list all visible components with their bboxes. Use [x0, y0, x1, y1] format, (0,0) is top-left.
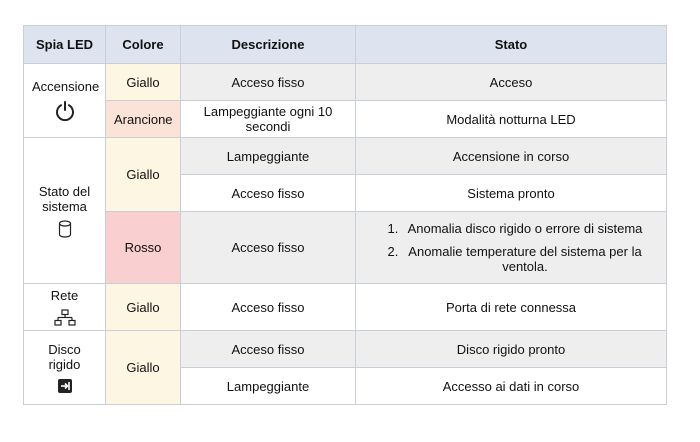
led-name-disco: Disco rigido [48, 341, 81, 372]
description-cell: Acceso fisso [181, 331, 356, 368]
status-cell: Porta di rete connessa [356, 284, 667, 331]
status-list [364, 221, 658, 274]
led-disco-cell [24, 331, 106, 405]
description-cell: Acceso fisso [181, 212, 356, 284]
status-cell: Accensione in corso [356, 138, 667, 175]
list-item: 2. Anomalie temperature del sistema per la ventola. [402, 244, 648, 274]
table-row [24, 138, 667, 175]
color-cell: Giallo [106, 331, 181, 405]
led-name-rete: Rete [50, 287, 79, 303]
header-colore: Colore [106, 26, 181, 64]
description-cell: Acceso fisso [181, 64, 356, 101]
table-row [24, 284, 667, 331]
color-cell: Giallo [106, 284, 181, 331]
network-icon [54, 309, 76, 327]
led-status-table [23, 25, 667, 405]
color-cell: Arancione [106, 101, 181, 138]
description-cell: Acceso fisso [181, 175, 356, 212]
status-cell [356, 212, 667, 284]
status-cell: Acceso [356, 64, 667, 101]
status-cell: Accesso ai dati in corso [356, 368, 667, 405]
color-cell: Rosso [106, 212, 181, 284]
status-cell: Disco rigido pronto [356, 331, 667, 368]
cylinder-icon [58, 220, 72, 238]
table-row [24, 64, 667, 101]
table-header-row [24, 26, 667, 64]
color-cell: Giallo [106, 138, 181, 212]
table-row [24, 331, 667, 368]
description-cell: Lampeggiante ogni 10 secondi [181, 101, 356, 138]
hard-disk-icon [57, 378, 73, 394]
description-cell: Lampeggiante [181, 368, 356, 405]
status-cell: Sistema pronto [356, 175, 667, 212]
header-stato: Stato [356, 26, 667, 64]
description-cell: Acceso fisso [181, 284, 356, 331]
led-rete-cell [24, 284, 106, 331]
color-cell: Giallo [106, 64, 181, 101]
description-cell: Lampeggiante [181, 138, 356, 175]
table-row [24, 212, 667, 284]
header-descrizione: Descrizione [181, 26, 356, 64]
power-icon [54, 100, 76, 122]
status-cell: Modalità notturna LED [356, 101, 667, 138]
list-item: 1. Anomalia disco rigido o errore di sistema [402, 221, 648, 236]
table-row [24, 101, 667, 138]
led-name-sistema: Stato del sistema [38, 183, 91, 214]
led-accensione-cell [24, 64, 106, 138]
led-name-accensione: Accensione [32, 79, 100, 94]
header-spia-led: Spia LED [24, 26, 106, 64]
led-sistema-cell [24, 138, 106, 284]
